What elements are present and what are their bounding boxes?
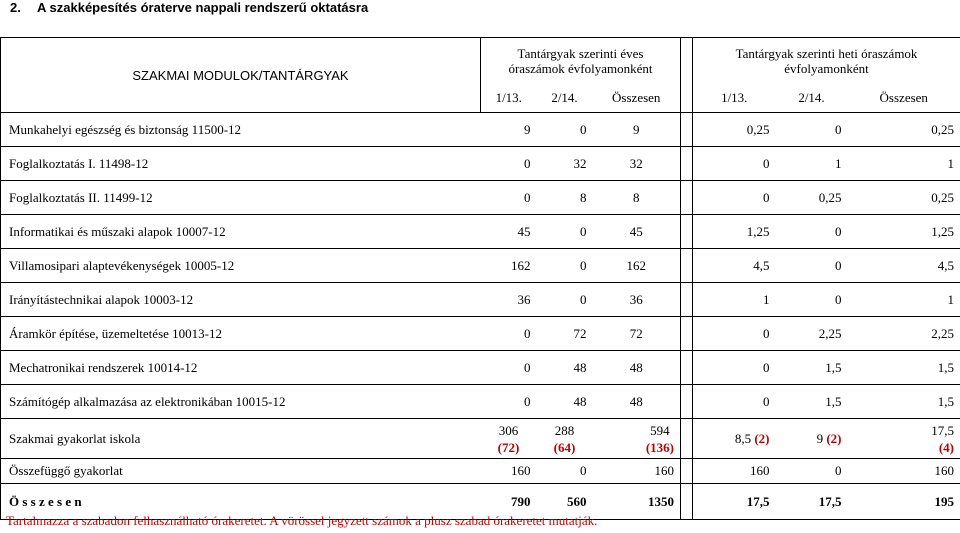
row-yt: 32 [593,147,681,181]
practice-y1-extra: (72) [497,439,520,455]
row-w2: 0 [776,215,848,249]
row-w2: 0,25 [776,181,848,215]
row-yt: 72 [593,317,681,351]
row-w1: 0 [693,385,776,419]
practice-w2-extra: (2) [826,430,842,446]
row-w2: 1,5 [776,385,848,419]
row-w2: 0 [776,249,848,283]
row-wt: 1,25 [848,215,960,249]
row-w1: 0,25 [693,113,776,147]
header-sub-1: 1/13. [481,85,537,113]
table-row [1,147,960,181]
row-name: Áramkör építése, üzemeltetése 10013-12 [1,317,481,351]
practice-wt: 17,5 [931,422,954,438]
row-y1: 0 [481,147,537,181]
practice-y2-extra: (64) [553,439,576,455]
section-title: A szakképesítés óraterve nappali rendszerű oktatásra [37,0,369,15]
row-y2: 0 [537,249,593,283]
row-y2: 48 [537,385,593,419]
row-w2: 0 [776,113,848,147]
row-y1: 36 [481,283,537,317]
total-y2: 560 [537,484,593,520]
row-name: Számítógép alkalmazása az elektronikában 10015-12 [1,385,481,419]
row-wt: 1 [848,283,960,317]
practice-yt: 594 [650,422,670,438]
practice-wt-extra: (4) [938,439,954,455]
row-yt: 48 [593,351,681,385]
row-w2: 0 [776,283,848,317]
header-yearly-group: Tantárgyak szerinti éves óraszámok évfolyamonként [481,38,681,85]
footnote: Tartalmazza a szabadon felhasználható órakeretet. A vörössel jegyzett számok a plusz szabad órakeretet mutatják. [6,513,598,528]
row-wt: 2,25 [848,317,960,351]
table-row-practice [1,419,960,459]
row-name: Foglalkoztatás II. 11499-12 [1,181,481,215]
row-yt: 45 [593,215,681,249]
curriculum-table [0,37,960,520]
row-wt: 1,5 [848,351,960,385]
practice-y1: 306 [498,422,519,438]
combined-yt: 160 [593,459,681,484]
total-w2: 17,5 [776,484,848,520]
row-name: Informatikai és műszaki alapok 10007-12 [1,215,481,249]
row-y1: 45 [481,215,537,249]
table-row [1,317,960,351]
row-yt: 9 [593,113,681,147]
practice-w2: 9 [816,430,824,446]
header-sub-5: 2/14. [776,85,848,113]
combined-w2: 0 [776,459,848,484]
row-y1: 0 [481,351,537,385]
row-w1: 0 [693,147,776,181]
row-wt: 1,5 [848,385,960,419]
row-w2: 1,5 [776,351,848,385]
row-w2: 1 [776,147,848,181]
row-y1: 9 [481,113,537,147]
row-yt: 48 [593,385,681,419]
practice-name: Szakmai gyakorlat iskola [1,419,481,459]
row-wt: 0,25 [848,181,960,215]
row-wt: 0,25 [848,113,960,147]
table-row [1,283,960,317]
table-row [1,113,960,147]
row-w1: 1,25 [693,215,776,249]
header-modules-label: SZAKMAI MODULOK/TANTÁRGYAK [1,38,481,113]
row-y2: 0 [537,113,593,147]
total-name: Ö s s z e s e n [1,484,481,520]
row-w2: 2,25 [776,317,848,351]
practice-yt-extra: (136) [645,439,674,455]
row-yt: 162 [593,249,681,283]
total-yt: 1350 [593,484,681,520]
row-w1: 4,5 [693,249,776,283]
header-sub-3: Összesen [593,85,681,113]
table-row [1,215,960,249]
row-y1: 0 [481,385,537,419]
row-w1: 0 [693,351,776,385]
row-name: Munkahelyi egészség és biztonság 11500-12 [1,113,481,147]
row-yt: 36 [593,283,681,317]
header-sub-2: 2/14. [537,85,593,113]
header-weekly-group: Tantárgyak szerinti heti óraszámok évfolyamonként [693,38,960,85]
row-y2: 48 [537,351,593,385]
practice-w1: 8,5 [734,430,752,446]
row-name: Foglalkoztatás I. 11498-12 [1,147,481,181]
section-heading [10,0,368,15]
row-y2: 0 [537,215,593,249]
total-y1: 790 [481,484,537,520]
table-row [1,249,960,283]
total-w1: 17,5 [693,484,776,520]
header-sub-6: Összesen [848,85,960,113]
practice-w1-extra: (2) [754,430,770,446]
table-row [1,351,960,385]
row-wt: 1 [848,147,960,181]
combined-y2: 0 [537,459,593,484]
combined-y1: 160 [481,459,537,484]
table-row-combined [1,459,960,484]
header-sub-4: 1/13. [693,85,776,113]
row-y1: 0 [481,317,537,351]
row-name: Villamosipari alaptevékenységek 10005-12 [1,249,481,283]
practice-y2: 288 [554,422,575,438]
row-y2: 72 [537,317,593,351]
row-wt: 4,5 [848,249,960,283]
row-name: Mechatronikai rendszerek 10014-12 [1,351,481,385]
row-y2: 8 [537,181,593,215]
row-y1: 0 [481,181,537,215]
row-y2: 0 [537,283,593,317]
combined-wt: 160 [848,459,960,484]
total-wt: 195 [848,484,960,520]
row-y1: 162 [481,249,537,283]
row-w1: 1 [693,283,776,317]
row-w1: 0 [693,317,776,351]
combined-w1: 160 [693,459,776,484]
row-name: Irányítástechnikai alapok 10003-12 [1,283,481,317]
table-row [1,385,960,419]
row-y2: 32 [537,147,593,181]
row-w1: 0 [693,181,776,215]
section-number: 2. [10,0,21,15]
row-yt: 8 [593,181,681,215]
combined-name: Összefüggő gyakorlat [1,459,481,484]
table-row [1,181,960,215]
